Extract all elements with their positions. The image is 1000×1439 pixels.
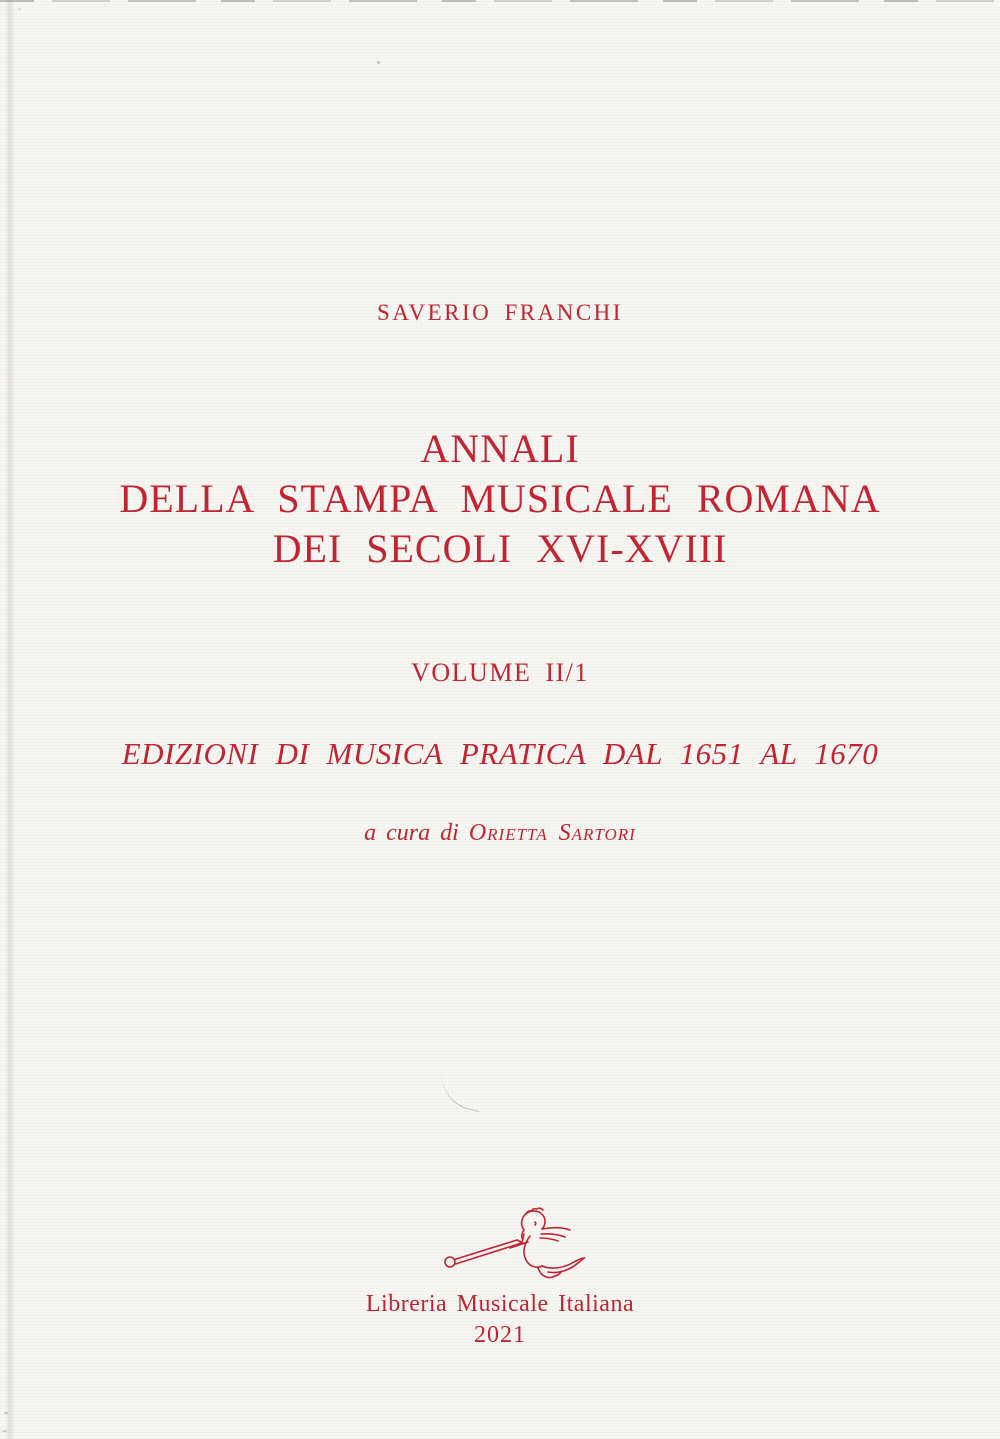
title-line-3: DEI SECOLI XVI-XVIII [272, 526, 728, 571]
speck [18, 8, 21, 10]
editor-name: Orietta Sartori [468, 820, 636, 846]
editor-line [0, 820, 1000, 847]
author-name: SAVERIO FRANCHI [377, 300, 623, 325]
publication-year: 2021 [474, 1322, 526, 1348]
subtitle: EDIZIONI DI MUSICA PRATICA DAL 1651 AL 1670 [121, 736, 879, 771]
book-spine-groove [5, 0, 15, 1439]
title-line-1: ANNALI [420, 426, 580, 471]
speck [377, 61, 380, 64]
title-line-2: DELLA STAMPA MUSICALE ROMANA [119, 476, 881, 521]
publisher-name: Libreria Musicale Italiana [365, 1291, 635, 1317]
putto-trumpet-logo-icon [438, 1192, 590, 1288]
book-title [0, 424, 1000, 574]
volume-label: VOLUME II/1 [411, 658, 589, 687]
scan-scratch-artifact [434, 1067, 487, 1112]
scan-top-edge-artifact [0, 0, 1000, 2]
editor-prefix: a cura di [364, 820, 459, 846]
